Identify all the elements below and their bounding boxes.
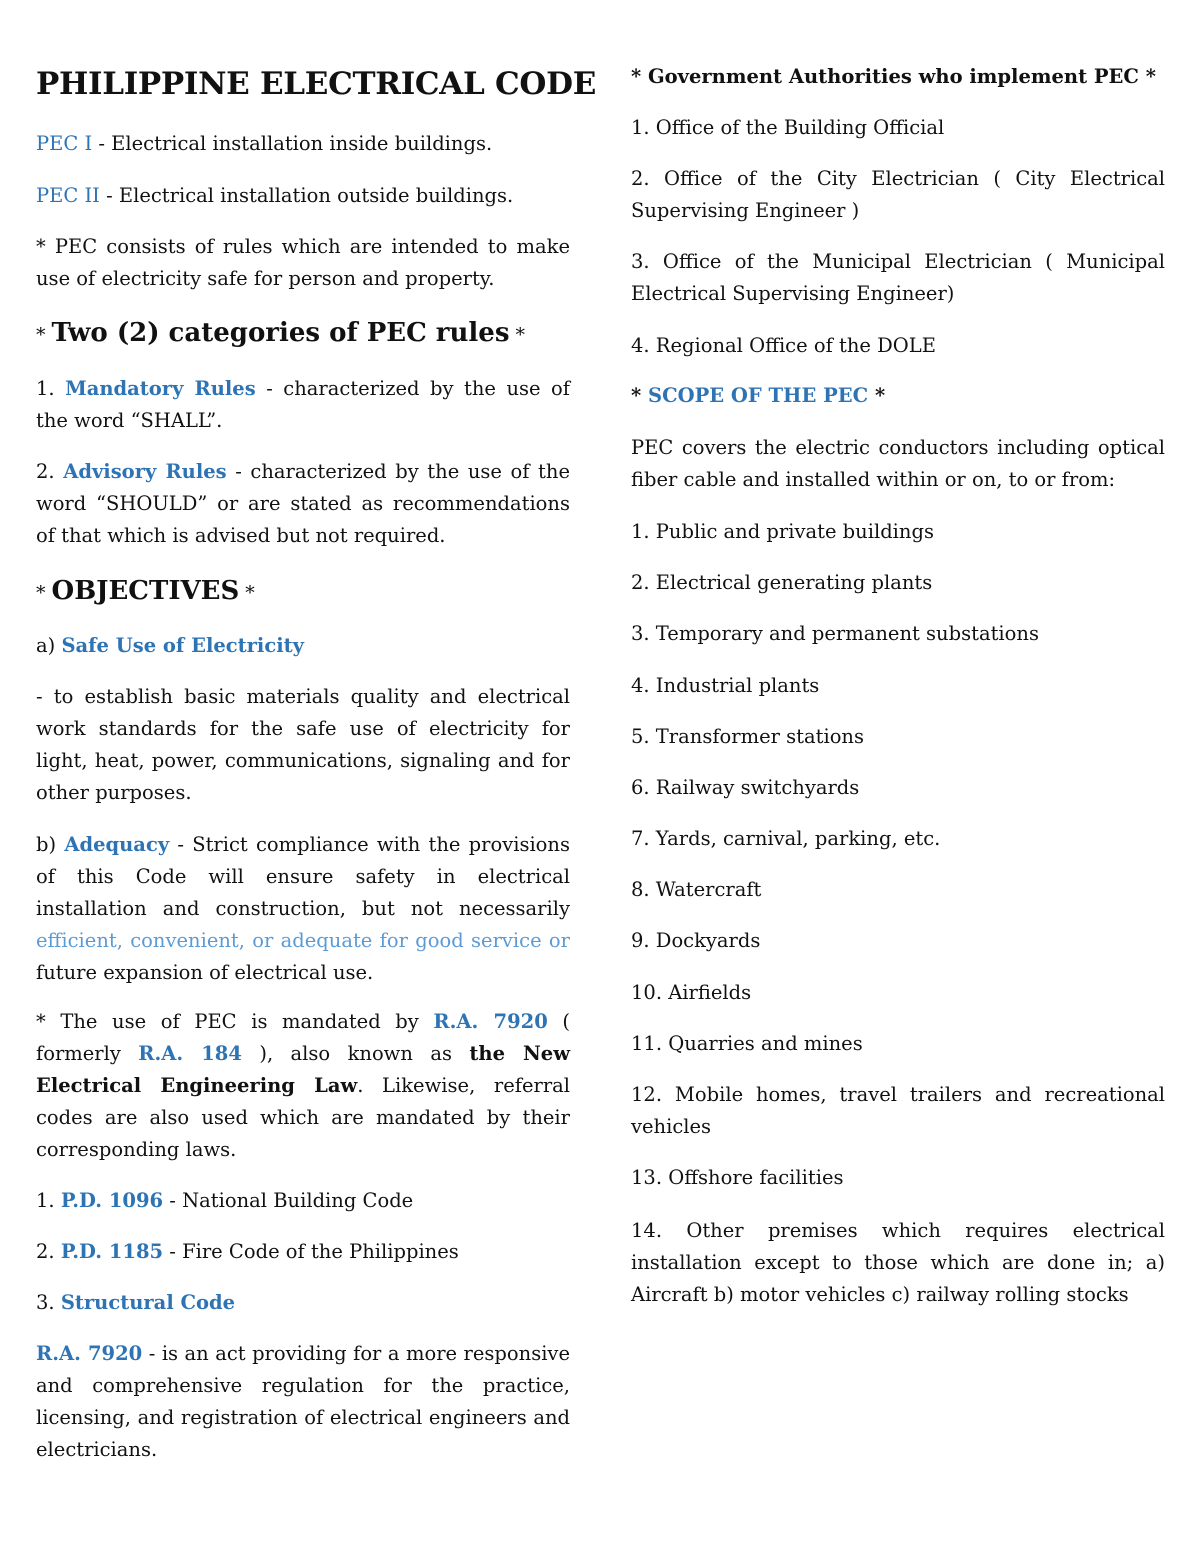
- pec1-code: PEC I: [36, 132, 93, 155]
- mandate-text: ( formerly: [36, 1010, 571, 1065]
- objective-prefix: a): [36, 634, 62, 657]
- scope-heading-text: SCOPE OF THE PEC: [648, 384, 869, 407]
- gov-item: 1. Office of the Building Official: [631, 116, 945, 139]
- ra-code: R.A. 7920: [36, 1342, 143, 1365]
- scope-item: 14. Other premises which requires electrical installation except to those which are done in; a) Aircraft b) motor vehicles c) railway rolling stocks: [631, 1219, 1165, 1306]
- heading-star: *: [36, 582, 52, 604]
- referral-text: - National Building Code: [163, 1189, 414, 1212]
- heading-star: *: [36, 324, 52, 346]
- objective-name: Adequacy: [64, 833, 170, 856]
- objective-b: [36, 829, 570, 989]
- referral-code-2: [36, 1236, 570, 1268]
- document-title: PHILIPPINE ELECTRICAL CODE: [36, 66, 597, 102]
- category-advisory: [36, 456, 570, 552]
- heading-star: *: [868, 384, 886, 407]
- objective-text: future expansion of electrical use.: [36, 961, 374, 984]
- gov-item: 3. Office of the Municipal Electrician ( Municipal Electrical Supervising Engineer): [631, 250, 1165, 305]
- scope-item: 6. Railway switchyards: [631, 776, 860, 799]
- objective-a: [36, 630, 570, 662]
- law-name: the New Electrical Engineering Law: [36, 1042, 570, 1097]
- referral-code: Structural Code: [60, 1291, 236, 1314]
- scope-item: 11. Quarries and mines: [631, 1032, 863, 1055]
- referral-code-3: [36, 1287, 570, 1319]
- categories-heading-text: Two (2) categories of PEC rules: [51, 318, 510, 348]
- pec1-paragraph: [36, 128, 570, 160]
- scope-item: 12. Mobile homes, travel trailers and recreational vehicles: [631, 1083, 1165, 1138]
- objective-prefix: b): [36, 833, 65, 856]
- scope-item: 9. Dockyards: [631, 929, 761, 952]
- referral-text: - Fire Code of the Philippines: [163, 1240, 459, 1263]
- mandate-text: . Likewise, referral codes are also used which are mandated by their corresponding laws.: [36, 1074, 570, 1161]
- category-mandatory: [36, 373, 570, 437]
- category-name: Mandatory Rules: [65, 377, 256, 400]
- scope-intro: PEC covers the electric conductors including optical fiber cable and installed within or on, to or from:: [631, 436, 1165, 491]
- referral-code-1: [36, 1185, 570, 1217]
- category-text: - characterized by the use of the word “SHOULD” or are stated as recommendations of that which is advised but not required.: [36, 460, 570, 547]
- categories-heading: [36, 316, 570, 352]
- objective-a-description: - to establish basic materials quality and electrical work standards for the safe use of electricity for light, heat, power, communications, signaling and for other purposes.: [36, 685, 570, 804]
- referral-number: 1.: [36, 1189, 61, 1212]
- referral-number: 2.: [36, 1240, 61, 1263]
- pec-note: * PEC consists of rules which are intended to make use of electricity safe for person and property.: [36, 235, 570, 290]
- category-number: 2.: [36, 460, 64, 483]
- category-name: Advisory Rules: [63, 460, 227, 483]
- objective-text: - Strict compliance with the provisions of this Code will ensure safety in electrical installation and construction, but not necessarily: [36, 833, 570, 920]
- gov-item: 4. Regional Office of the DOLE: [631, 334, 936, 357]
- scope-item: 10. Airfields: [631, 981, 752, 1004]
- gov-item: 2. Office of the City Electrician ( City Electrical Supervising Engineer ): [631, 167, 1165, 222]
- ra-code: R.A. 184: [138, 1042, 242, 1065]
- ra-code: R.A. 7920: [433, 1010, 548, 1033]
- objectives-heading-text: OBJECTIVES: [51, 576, 240, 606]
- mandate-text: ), also known as: [241, 1042, 470, 1065]
- scope-item: 1. Public and private buildings: [631, 520, 934, 543]
- scope-item: 7. Yards, carnival, parking, etc.: [631, 827, 941, 850]
- scope-item: 13. Offshore facilities: [631, 1166, 844, 1189]
- pec2-code: PEC II: [36, 184, 100, 207]
- heading-star: *: [239, 582, 255, 604]
- scope-item: 2. Electrical generating plants: [631, 571, 933, 594]
- scope-item: 8. Watercraft: [631, 878, 762, 901]
- heading-star: *: [509, 324, 526, 346]
- scope-item: 5. Transformer stations: [631, 725, 865, 748]
- category-text: - characterized by the use of the word “SHALL”.: [36, 377, 571, 432]
- category-number: 1.: [36, 377, 66, 400]
- ra-definition-text: - is an act providing for a more responsive and comprehensive regulation for the practice, licensing, and registration of electrical engineers and electricians.: [36, 1342, 570, 1461]
- pec1-text: - Electrical installation inside buildings.: [92, 132, 493, 155]
- mandate-paragraph: [36, 1006, 570, 1166]
- referral-number: 3.: [36, 1291, 61, 1314]
- referral-code: P.D. 1185: [60, 1240, 164, 1263]
- scope-item: 3. Temporary and permanent substations: [631, 622, 1039, 645]
- objectives-heading: [36, 574, 570, 610]
- scope-heading: [631, 380, 1165, 412]
- pec2-text: - Electrical installation outside buildings.: [99, 184, 514, 207]
- objective-name: Safe Use of Electricity: [61, 634, 304, 657]
- gov-heading: * Government Authorities who implement PEC *: [631, 65, 1156, 88]
- ra-definition: [36, 1338, 570, 1466]
- scope-item: 4. Industrial plants: [631, 674, 820, 697]
- objective-highlight: efficient, convenient, or adequate for good service or: [36, 929, 570, 952]
- heading-star: *: [631, 384, 648, 407]
- pec2-paragraph: [36, 180, 570, 212]
- referral-code: P.D. 1096: [60, 1189, 164, 1212]
- mandate-text: * The use of PEC is mandated by: [36, 1010, 434, 1033]
